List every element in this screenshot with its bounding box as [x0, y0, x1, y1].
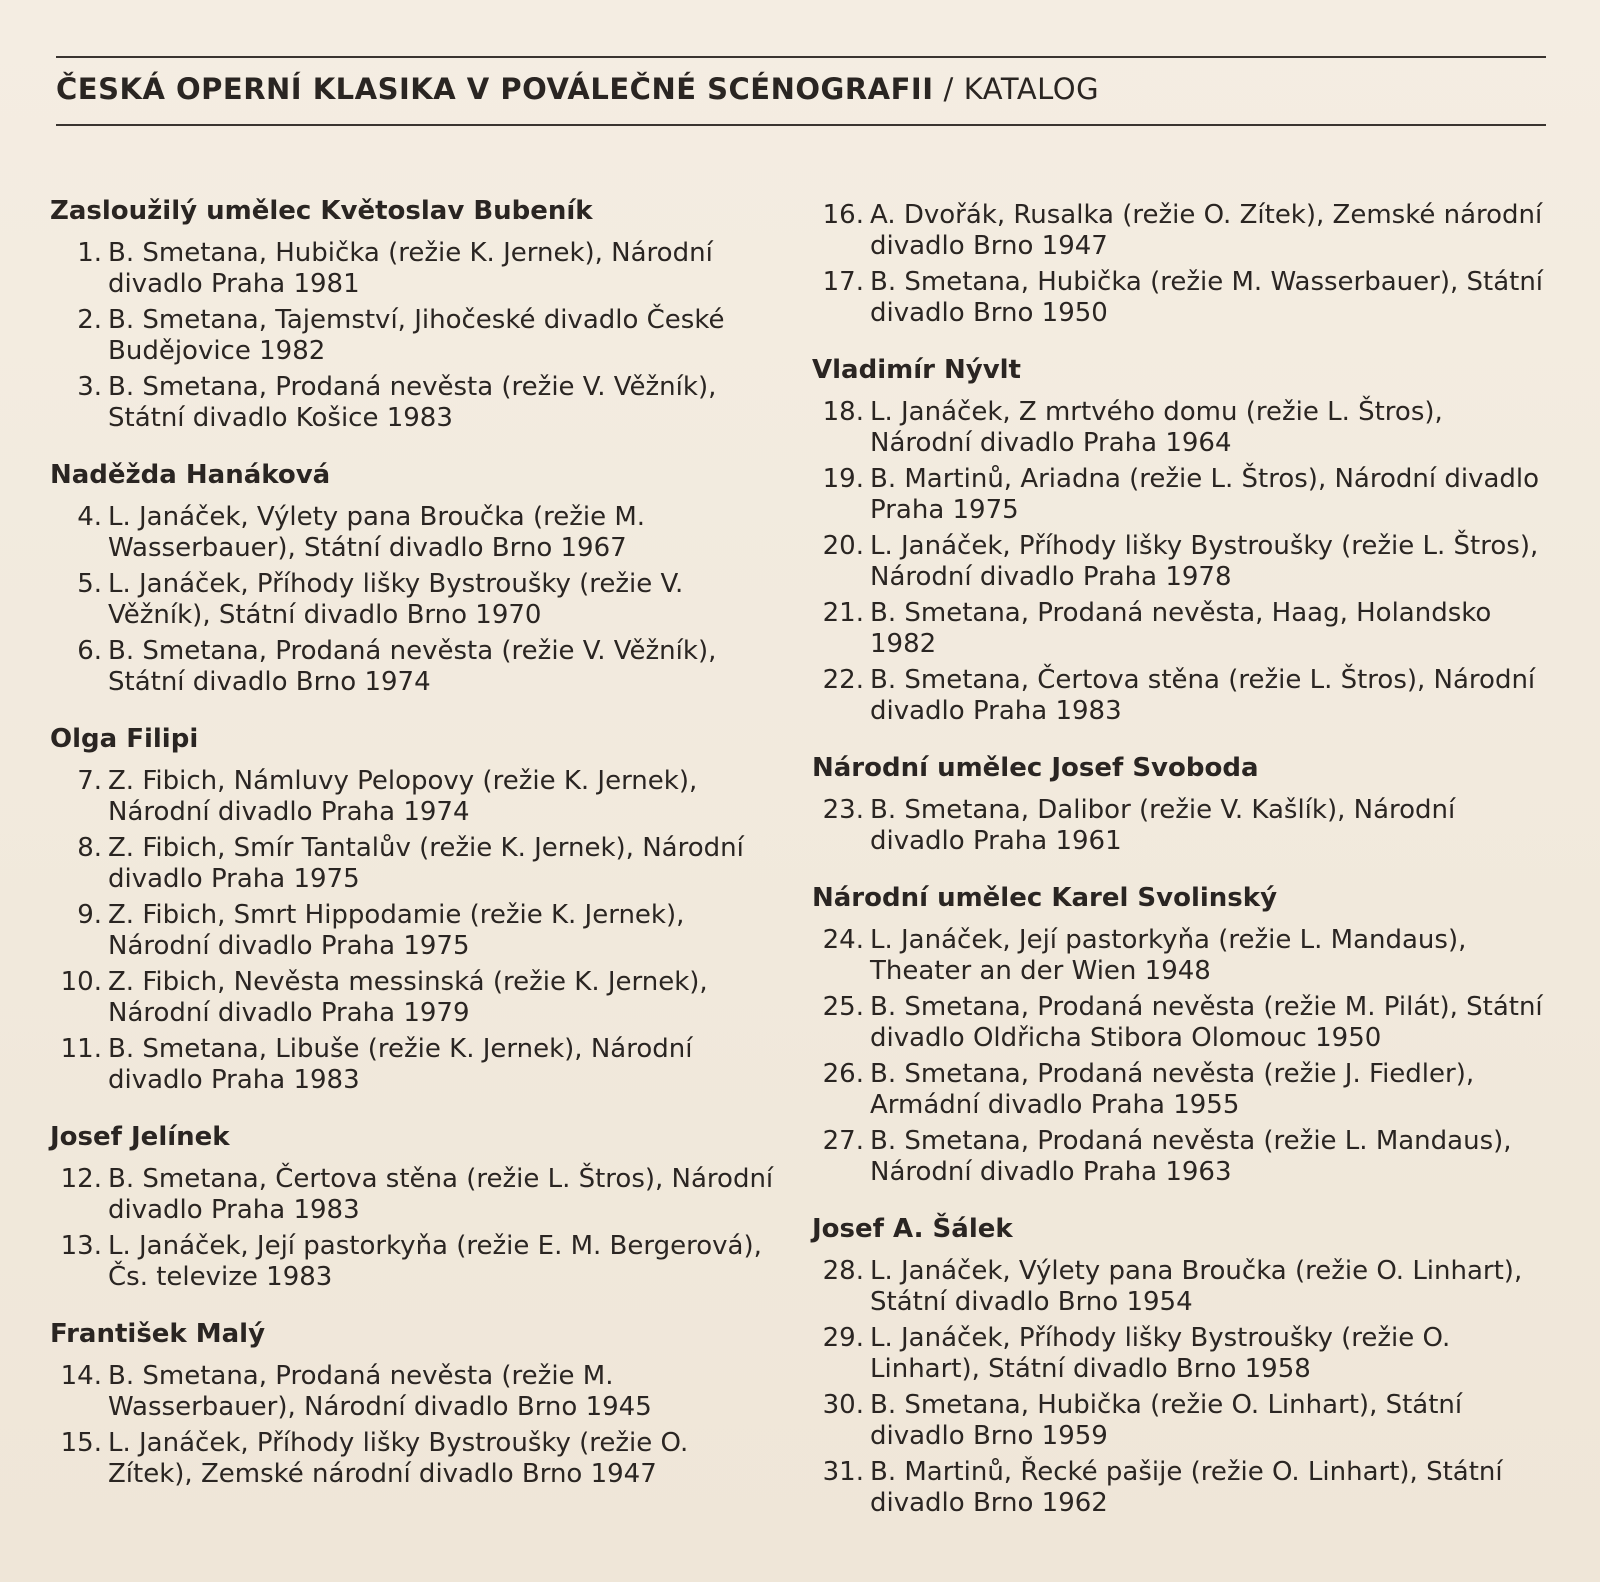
- catalog-entry: [812, 200, 1552, 262]
- entry-text: B. Smetana, Prodaná nevěsta (režie L. Mandaus), Národní divadlo Praha 1963: [870, 1126, 1512, 1187]
- entry-text: B. Smetana, Prodaná nevěsta (režie V. Věžník), Státní divadlo Košice 1983: [108, 372, 717, 433]
- catalog-section: [50, 458, 780, 698]
- right-column: [812, 200, 1552, 1543]
- entry-number: 16.: [822, 200, 864, 230]
- entry-text: B. Smetana, Tajemství, Jihočeské divadlo České Budějovice 1982: [108, 305, 725, 366]
- entry-number: 15.: [60, 1428, 102, 1458]
- catalog-entry: [50, 1231, 780, 1293]
- entry-text: L. Janáček, Příhody lišky Bystroušky (režie L. Štros), Národní divadlo Praha 1978: [870, 531, 1539, 592]
- catalog-entry: [812, 992, 1552, 1054]
- entry-number: 7.: [77, 766, 102, 796]
- catalog-section: [812, 200, 1552, 329]
- catalog-entry: [50, 569, 780, 631]
- catalog-entry: [50, 502, 780, 564]
- entry-number: 3.: [77, 372, 102, 402]
- catalog-entry: [50, 372, 780, 434]
- entry-number: 29.: [822, 1323, 864, 1353]
- entry-text: B. Smetana, Dalibor (režie V. Kašlík), Národní divadlo Praha 1961: [870, 795, 1456, 856]
- entry-number: 21.: [822, 598, 864, 628]
- entry-text: B. Smetana, Čertova stěna (režie L. Štros), Národní divadlo Praha 1983: [870, 665, 1536, 726]
- entry-number: 1.: [77, 238, 102, 268]
- entry-text: B. Smetana, Libuše (režie K. Jernek), Národní divadlo Praha 1983: [108, 1034, 693, 1095]
- header-subtitle: KATALOG: [963, 72, 1100, 106]
- entry-text: L. Janáček, Příhody lišky Bystroušky (režie V. Věžník), Státní divadlo Brno 1970: [108, 569, 684, 630]
- header-separator: /: [943, 72, 954, 106]
- entry-text: L. Janáček, Výlety pana Broučka (režie O. Linhart), Státní divadlo Brno 1954: [870, 1256, 1523, 1317]
- entry-text: B. Martinů, Řecké pašije (režie O. Linhart), Státní divadlo Brno 1962: [870, 1457, 1503, 1518]
- entry-number: 22.: [822, 665, 864, 695]
- entry-number: 12.: [60, 1164, 102, 1194]
- entry-text: L. Janáček, Výlety pana Broučka (režie M. Wasserbauer), Státní divadlo Brno 1967: [108, 502, 646, 563]
- entry-number: 24.: [822, 925, 864, 955]
- catalog-entry: [812, 267, 1552, 329]
- catalog-entry: [812, 464, 1552, 526]
- page-header: [56, 72, 1099, 106]
- entry-text: L. Janáček, Příhody lišky Bystroušky (režie O. Linhart), Státní divadlo Brno 1958: [870, 1323, 1451, 1384]
- entry-text: B. Smetana, Prodaná nevěsta (režie J. Fiedler), Armádní divadlo Praha 1955: [870, 1059, 1475, 1120]
- section-title: Josef A. Šálek: [812, 1214, 1013, 1244]
- entry-text: B. Smetana, Prodaná nevěsta, Haag, Holandsko 1982: [870, 598, 1492, 659]
- header-title: ČESKÁ OPERNÍ KLASIKA V POVÁLEČNÉ SCÉNOGRAFII: [56, 72, 934, 106]
- entry-number: 31.: [822, 1457, 864, 1487]
- entry-text: B. Smetana, Hubička (režie O. Linhart), Státní divadlo Brno 1959: [870, 1390, 1463, 1451]
- catalog-entry: [812, 1323, 1552, 1385]
- entry-number: 10.: [60, 967, 102, 997]
- catalog-entry: [50, 766, 780, 828]
- section-title: Olga Filipi: [50, 724, 199, 754]
- entry-number: 2.: [77, 305, 102, 335]
- catalog-section: [812, 881, 1552, 1188]
- catalog-entry: [812, 1457, 1552, 1519]
- entry-text: B. Smetana, Hubička (režie M. Wasserbauer), Státní divadlo Brno 1950: [870, 267, 1544, 328]
- header-top-rule: [56, 56, 1546, 58]
- entry-text: Z. Fibich, Námluvy Pelopovy (režie K. Jernek), Národní divadlo Praha 1974: [108, 766, 698, 827]
- entry-number: 23.: [822, 795, 864, 825]
- left-column: [50, 194, 780, 1514]
- catalog-entry: [812, 598, 1552, 660]
- entry-text: B. Martinů, Ariadna (režie L. Štros), Národní divadlo Praha 1975: [870, 464, 1540, 525]
- entry-number: 4.: [77, 502, 102, 532]
- catalog-entry: [50, 833, 780, 895]
- catalog-entry: [50, 1164, 780, 1226]
- entry-number: 20.: [822, 531, 864, 561]
- catalog-section: [50, 722, 780, 1096]
- header-bottom-rule: [56, 124, 1546, 126]
- entry-text: B. Smetana, Hubička (režie K. Jernek), Národní divadlo Praha 1981: [108, 238, 713, 299]
- catalog-entry: [50, 1428, 780, 1490]
- catalog-entry: [812, 925, 1552, 987]
- entry-text: B. Smetana, Prodaná nevěsta (režie M. Pilát), Státní divadlo Oldřicha Stibora Olomouc 1950: [870, 992, 1543, 1053]
- entry-number: 9.: [77, 900, 102, 930]
- section-title: Zasloužilý umělec Květoslav Bubeník: [50, 196, 593, 226]
- entry-text: B. Smetana, Prodaná nevěsta (režie V. Věžník), Státní divadlo Brno 1974: [108, 636, 717, 697]
- catalog-entry: [812, 1256, 1552, 1318]
- catalog-entry: [50, 636, 780, 698]
- entry-number: 13.: [60, 1231, 102, 1261]
- catalog-entry: [812, 397, 1552, 459]
- entry-text: Z. Fibich, Smrt Hippodamie (režie K. Jernek), Národní divadlo Praha 1975: [108, 900, 685, 961]
- entry-number: 11.: [60, 1034, 102, 1064]
- entry-number: 18.: [822, 397, 864, 427]
- catalog-entry: [812, 1126, 1552, 1188]
- catalog-section: [812, 1212, 1552, 1519]
- entry-number: 14.: [60, 1361, 102, 1391]
- catalog-section: [50, 1120, 780, 1293]
- entry-text: A. Dvořák, Rusalka (režie O. Zítek), Zemské národní divadlo Brno 1947: [870, 200, 1543, 261]
- catalog-entry: [50, 1034, 780, 1096]
- section-title: Národní umělec Josef Svoboda: [812, 753, 1259, 783]
- catalog-entry: [50, 1361, 780, 1423]
- entry-number: 28.: [822, 1256, 864, 1286]
- section-title: Josef Jelínek: [50, 1122, 230, 1152]
- entry-number: 26.: [822, 1059, 864, 1089]
- catalog-entry: [812, 1390, 1552, 1452]
- catalog-section: [812, 353, 1552, 727]
- entry-number: 5.: [77, 569, 102, 599]
- catalog-entry: [812, 531, 1552, 593]
- entry-number: 25.: [822, 992, 864, 1022]
- entry-number: 6.: [77, 636, 102, 666]
- catalog-entry: [50, 900, 780, 962]
- entry-text: Z. Fibich, Nevěsta messinská (režie K. Jernek), Národní divadlo Praha 1979: [108, 967, 708, 1028]
- entry-text: L. Janáček, Z mrtvého domu (režie L. Štros), Národní divadlo Praha 1964: [870, 397, 1443, 458]
- entry-number: 27.: [822, 1126, 864, 1156]
- entry-text: Z. Fibich, Smír Tantalův (režie K. Jernek), Národní divadlo Praha 1975: [108, 833, 744, 894]
- entry-text: B. Smetana, Prodaná nevěsta (režie M. Wasserbauer), Národní divadlo Brno 1945: [108, 1361, 652, 1422]
- entry-text: L. Janáček, Příhody lišky Bystroušky (režie O. Zítek), Zemské národní divadlo Brno 1947: [108, 1428, 689, 1489]
- section-title: František Malý: [50, 1319, 266, 1349]
- catalog-entry: [50, 238, 780, 300]
- entry-text: L. Janáček, Její pastorkyňa (režie E. M. Bergerová), Čs. televize 1983: [108, 1231, 762, 1292]
- catalog-section: [50, 1317, 780, 1490]
- catalog-section: [50, 194, 780, 434]
- entry-number: 17.: [822, 267, 864, 297]
- entry-number: 30.: [822, 1390, 864, 1420]
- catalog-entry: [50, 967, 780, 1029]
- entry-text: L. Janáček, Její pastorkyňa (režie L. Mandaus), Theater an der Wien 1948: [870, 925, 1467, 986]
- section-title: Naděžda Hanáková: [50, 460, 331, 490]
- entry-number: 8.: [77, 833, 102, 863]
- section-title: Vladimír Nývlt: [812, 355, 1021, 385]
- catalog-section: [812, 751, 1552, 857]
- catalog-entry: [50, 305, 780, 367]
- section-title: Národní umělec Karel Svolinský: [812, 883, 1278, 913]
- catalog-entry: [812, 795, 1552, 857]
- entry-number: 19.: [822, 464, 864, 494]
- entry-text: B. Smetana, Čertova stěna (režie L. Štros), Národní divadlo Praha 1983: [108, 1164, 774, 1225]
- catalog-entry: [812, 1059, 1552, 1121]
- catalog-entry: [812, 665, 1552, 727]
